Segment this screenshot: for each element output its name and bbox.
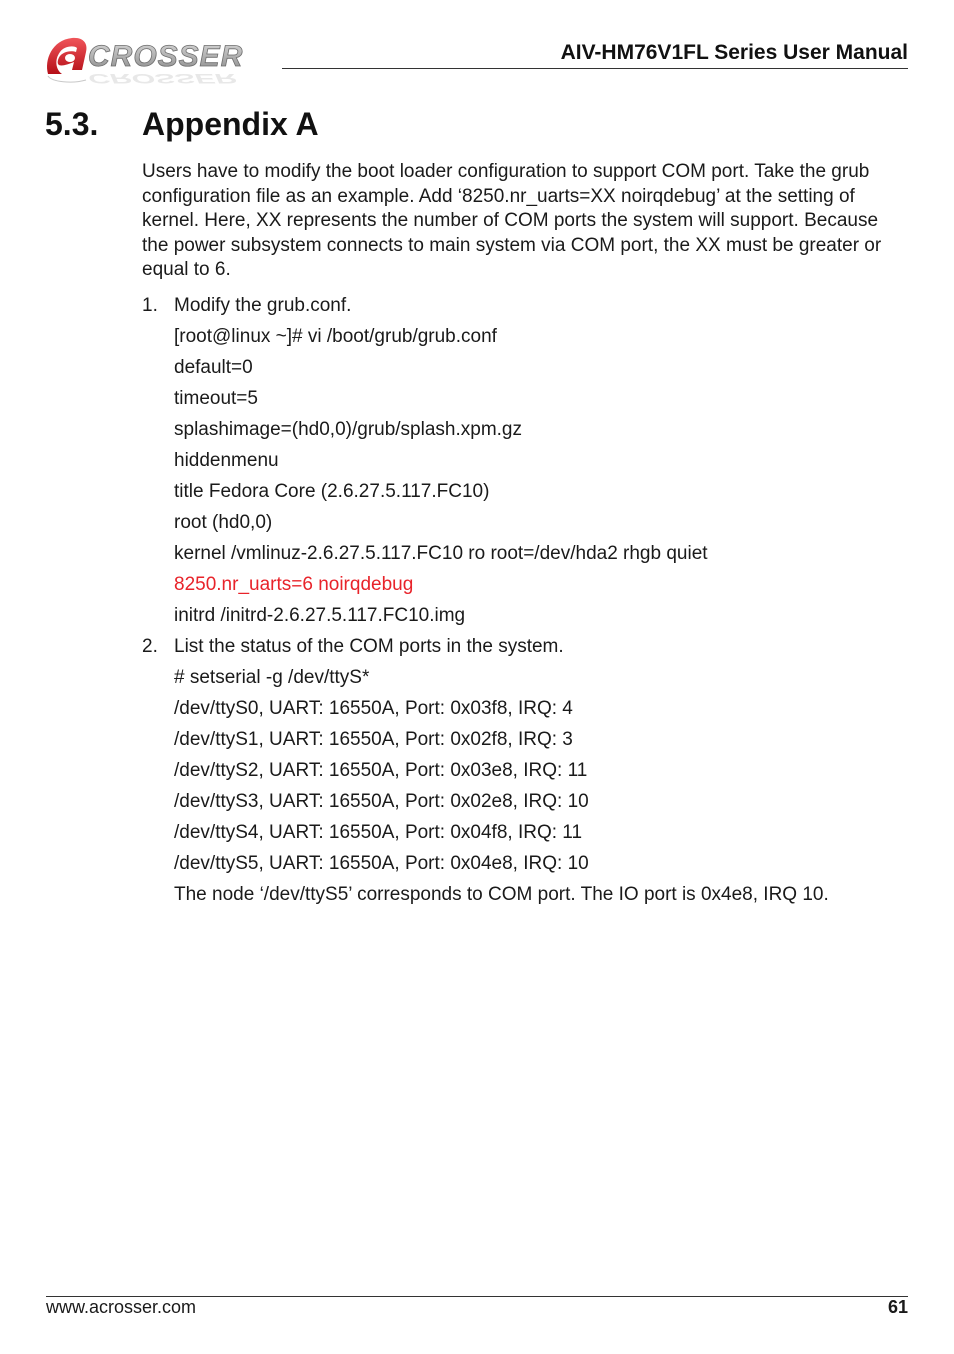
step-title: Modify the grub.conf. <box>174 295 352 316</box>
code-line: /dev/ttyS1, UART: 16550A, Port: 0x02f8, IRQ: 3 <box>174 729 573 750</box>
code-line: root (hd0,0) <box>174 512 273 533</box>
header-divider <box>282 68 908 69</box>
svg-text:CROSSER: CROSSER <box>88 71 237 87</box>
section-title: Appendix A <box>142 106 319 142</box>
code-line: default=0 <box>174 357 253 378</box>
code-line: title Fedora Core (2.6.27.5.117.FC10) <box>174 481 490 502</box>
code-line: /dev/ttyS2, UART: 16550A, Port: 0x03e8, IRQ: 11 <box>174 760 588 781</box>
footer-website: www.acrosser.com <box>46 1297 197 1317</box>
code-line: kernel /vmlinuz-2.6.27.5.117.FC10 ro root=/dev/hda2 rhgb quiet <box>174 543 708 564</box>
code-line: /dev/ttyS5, UART: 16550A, Port: 0x04e8, IRQ: 10 <box>174 853 589 874</box>
svg-text:CROSSER: CROSSER <box>88 40 244 73</box>
manual-title: AIV-HM76V1FL Series User Manual <box>560 41 908 64</box>
code-line: /dev/ttyS3, UART: 16550A, Port: 0x02e8, IRQ: 10 <box>174 791 589 812</box>
section-number: 5.3. <box>45 106 99 142</box>
note-line: The node ‘/dev/ttyS5’ corresponds to COM port. The IO port is 0x4e8, IRQ 10. <box>174 884 829 905</box>
acrosser-logo <box>42 30 274 90</box>
intro-paragraph: Users have to modify the boot loader configuration to support COM port. Take the grub configuration file as an example. Add ‘8250.nr_uarts=XX noirqdebug’ at the setting of kernel. Here, XX represents the number of COM ports the system will support. Because the power subsystem connects to main system via COM port, the XX must be greater or equal to 6. <box>142 161 882 280</box>
section-heading <box>45 106 319 143</box>
code-line: splashimage=(hd0,0)/grub/splash.xpm.gz <box>174 419 522 440</box>
highlighted-code-line: 8250.nr_uarts=6 noirqdebug <box>174 574 414 595</box>
step-number: 1. <box>142 295 158 316</box>
code-line: /dev/ttyS4, UART: 16550A, Port: 0x04f8, IRQ: 11 <box>174 822 583 843</box>
step-title: List the status of the COM ports in the system. <box>174 636 564 657</box>
step-number: 2. <box>142 636 158 657</box>
page-number: 61 <box>887 1297 908 1317</box>
code-line: initrd /initrd-2.6.27.5.117.FC10.img <box>174 605 466 626</box>
code-line: # setserial -g /dev/ttyS* <box>174 667 370 688</box>
code-line: hiddenmenu <box>174 450 279 471</box>
code-line: /dev/ttyS0, UART: 16550A, Port: 0x03f8, IRQ: 4 <box>174 698 573 719</box>
code-line: [root@linux ~]# vi /boot/grub/grub.conf <box>174 326 497 347</box>
code-line: timeout=5 <box>174 388 258 409</box>
